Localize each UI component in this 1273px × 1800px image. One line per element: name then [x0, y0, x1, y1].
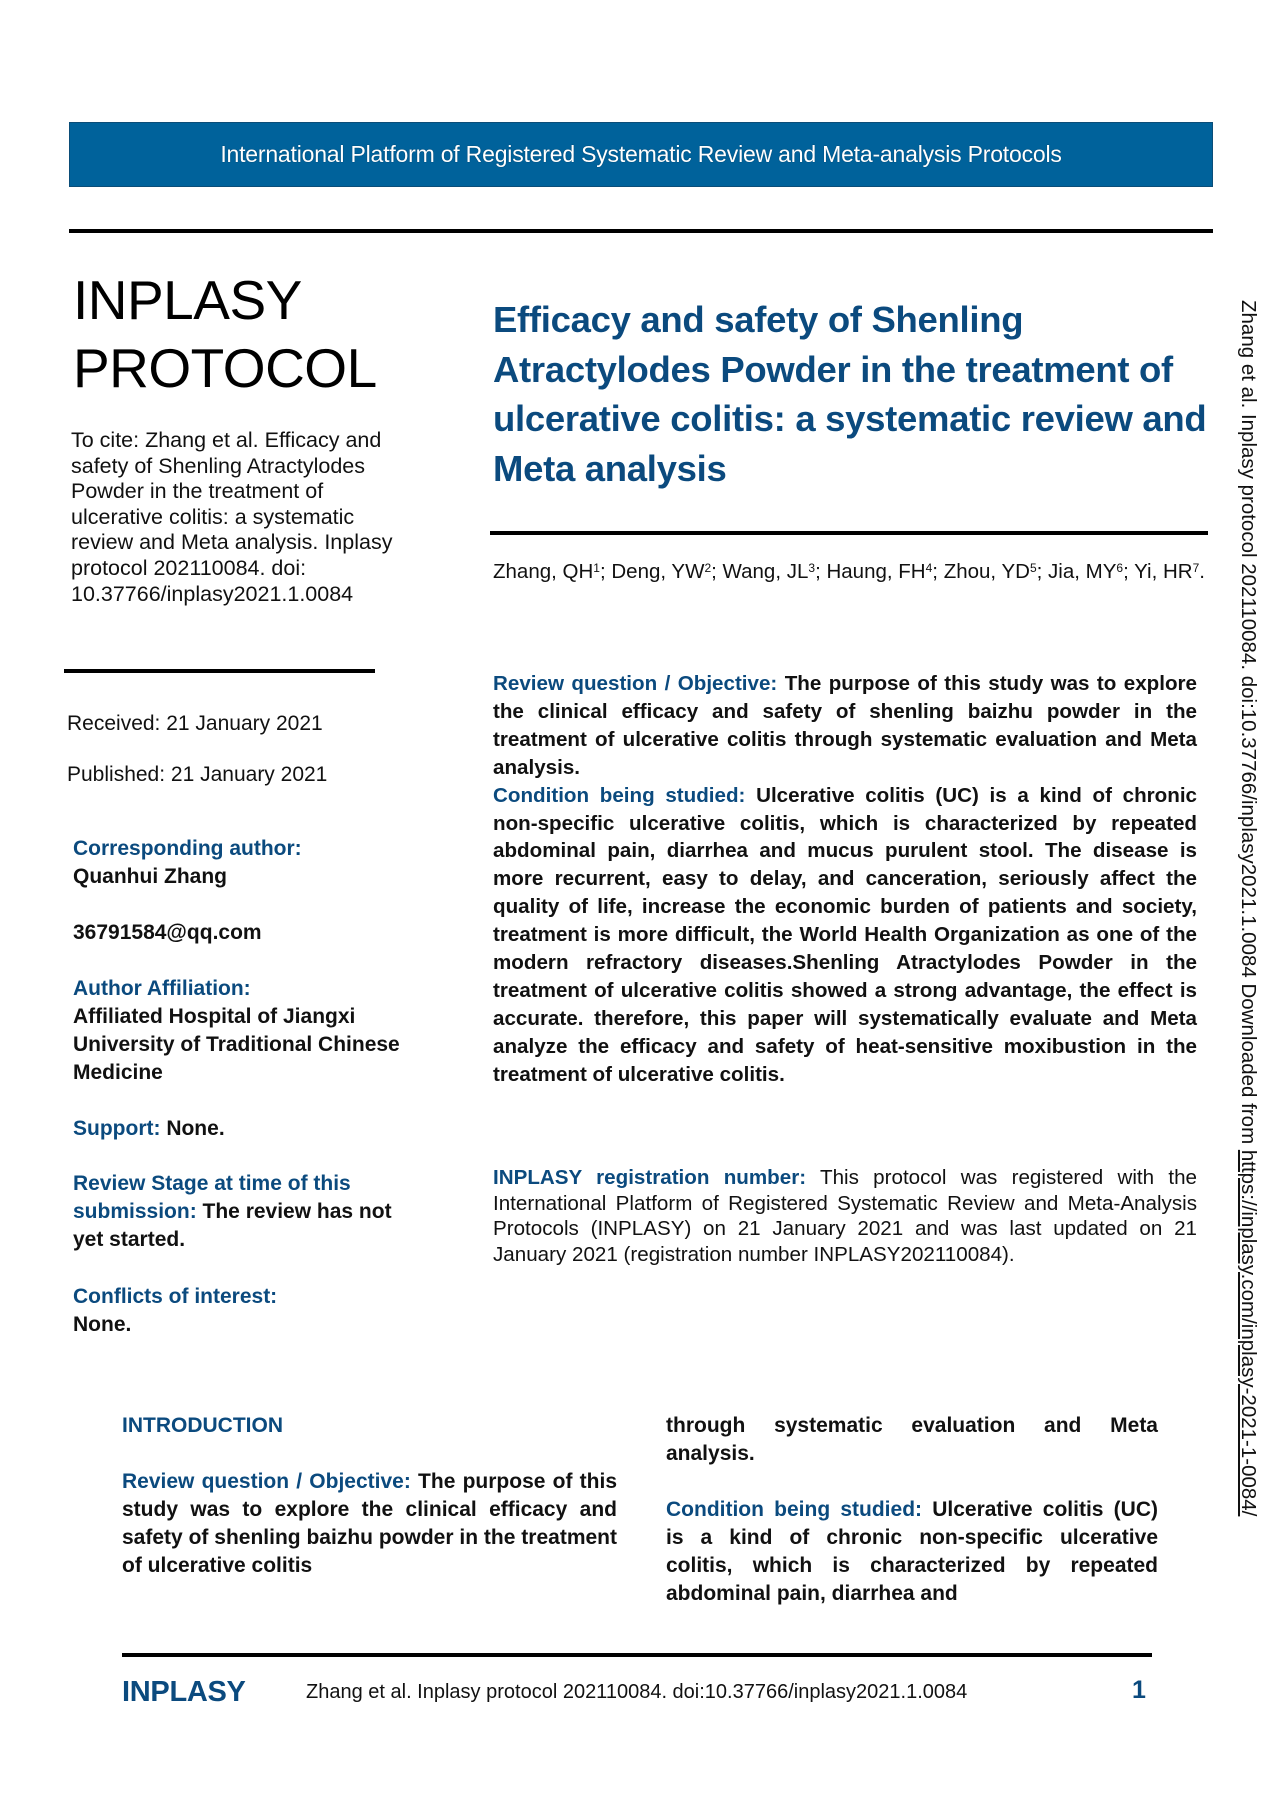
- author: Jia, $MY^6$;: [1048, 560, 1135, 583]
- left-divider: [64, 669, 375, 673]
- author: Deng, $YW^2$;: [611, 560, 723, 583]
- introduction-heading: INTRODUCTION: [122, 1414, 283, 1437]
- conflicts-block: [73, 1283, 413, 1339]
- masthead-line-2: PROTOCOL: [73, 337, 377, 399]
- objective-text: The purpose of this study was to explore the clinical efficacy and safety of shenling baizhu powder in the treatment of ulcerative colitis through systematic evaluation and Meta analysis.: [493, 672, 1197, 779]
- masthead-line-1: INPLASY: [73, 269, 302, 331]
- received-date: Received: 21 January 2021: [67, 712, 323, 735]
- platform-banner: [69, 122, 1213, 187]
- article-title: Efficacy and safety of Shenling Atractylodes Powder in the treatment of ulcerative colitis: a systematic review and Meta analysis: [493, 299, 1207, 489]
- banner-text: International Platform of Registered Systematic Review and Meta-analysis Protocols: [220, 141, 1062, 167]
- conflicts-value: None.: [73, 1313, 132, 1336]
- registration-paragraph: [493, 1165, 1197, 1267]
- citation-text: To cite: Zhang et al. Efficacy and safety of Shenling Atractylodes Powder in the treatment of ulcerative colitis: a systematic review and Meta analysis. Inplasy protocol 202110084. doi: 10.37766/inplasy2021.1.0084: [71, 428, 393, 606]
- masthead: [73, 266, 377, 402]
- author-list: [493, 557, 1208, 586]
- author: Haung, $FH^4$;: [826, 560, 944, 583]
- top-divider: [69, 229, 1213, 233]
- footer-brand: INPLASY: [122, 1676, 246, 1708]
- author: Yi, $HR^7$.: [1134, 560, 1205, 583]
- intro-objective-label: Review question / Objective:: [122, 1470, 411, 1493]
- review-stage-label: Review Stage at time of this submission:: [73, 1172, 351, 1223]
- intro-condition-text: Ulcerative colitis (UC) is a kind of chronic non-specific ulcerative colitis, which is characterized by repeated abdominal pain, diarrhea and: [666, 1498, 1158, 1605]
- intro-condition-label: Condition being studied:: [666, 1498, 923, 1521]
- objective-paragraph: [493, 670, 1197, 782]
- intro-objective-text: The purpose of this study was to explore the clinical efficacy and safety of shenling baizhu powder in the treatment of ulcerative colitis: [122, 1470, 618, 1577]
- title-divider: [490, 531, 1208, 535]
- published-date: Published: 21 January 2021: [67, 763, 328, 786]
- corresponding-author-label: Corresponding author:: [73, 837, 302, 860]
- support-value: None.: [160, 1117, 225, 1140]
- registration-label: INPLASY registration number:: [493, 1166, 807, 1189]
- condition-label: Condition being studied:: [493, 783, 746, 807]
- footer-divider: [122, 1653, 1152, 1657]
- page-number: 1: [1132, 1676, 1146, 1704]
- abstract-block: [493, 670, 1197, 1089]
- intro-objective-continued: through systematic evaluation and Meta analysis.: [666, 1414, 1158, 1465]
- objective-label: Review question / Objective:: [493, 672, 778, 695]
- author: Zhou, $YD^5$;: [943, 560, 1049, 583]
- affiliation-block: [73, 975, 413, 1087]
- registration-text: This protocol was registered with the International Platform of Registered Systematic Review and Meta-Analysis Protocols (INPLASY) on 21 January 2021 and was last updated on 21 January 2021 (registration number INPLASY202110084).: [493, 1166, 1197, 1266]
- intro-column-1: [122, 1468, 617, 1580]
- review-stage-block: [73, 1170, 403, 1254]
- intro-column-2: [666, 1412, 1158, 1608]
- support-label: Support:: [73, 1117, 161, 1140]
- review-stage-value: The review has not yet started.: [73, 1200, 392, 1251]
- download-link[interactable]: https://inplasy.com/inplasy-2021-1-0084/: [1237, 1149, 1260, 1517]
- conflicts-label: Conflicts of interest:: [73, 1285, 278, 1308]
- corresponding-author-name: Quanhui Zhang: [73, 865, 227, 888]
- intro-condition-paragraph: [666, 1496, 1158, 1608]
- condition-paragraph: [493, 782, 1197, 1089]
- affiliation-label: Author Affiliation:: [73, 977, 251, 1000]
- corresponding-author-block: [73, 835, 413, 891]
- footer-citation: Zhang et al. Inplasy protocol 202110084. doi:10.37766/inplasy2021.1.0084: [306, 1681, 968, 1703]
- condition-text: Ulcerative colitis (UC) is a kind of chronic non-specific ulcerative colitis, which is characterized by repeated abdominal pain, diarrhea and mucus purulent stool. The disease is more recurrent, easy to delay, and canceration, seriously affect the quality of life, increase the economic burden of patients and society, treatment is more difficult, the World Health Organization as one of the modern refractory diseases.Shenling Atractylodes Powder in the treatment of ulcerative colitis showed a strong advantage, the effect is accurate. therefore, this paper will systematically evaluate and Meta analyze the efficacy and safety of heat-sensitive moxibustion in the treatment of ulcerative colitis.: [493, 783, 1197, 1086]
- author: Zhang, $QH^1$;: [493, 560, 612, 583]
- author: Wang, $JL^3$;: [722, 560, 827, 583]
- side-note-text: Zhang et al. Inplasy protocol 202110084. doi:10.37766/inplasy2021.1.0084 Downloaded from: [1237, 300, 1260, 1150]
- support-block: [73, 1115, 413, 1143]
- affiliation-value: Affiliated Hospital of Jiangxi University of Traditional Chinese Medicine: [73, 1005, 400, 1084]
- side-download-note: [1232, 300, 1262, 1590]
- author-email: 36791584@qq.com: [73, 921, 262, 944]
